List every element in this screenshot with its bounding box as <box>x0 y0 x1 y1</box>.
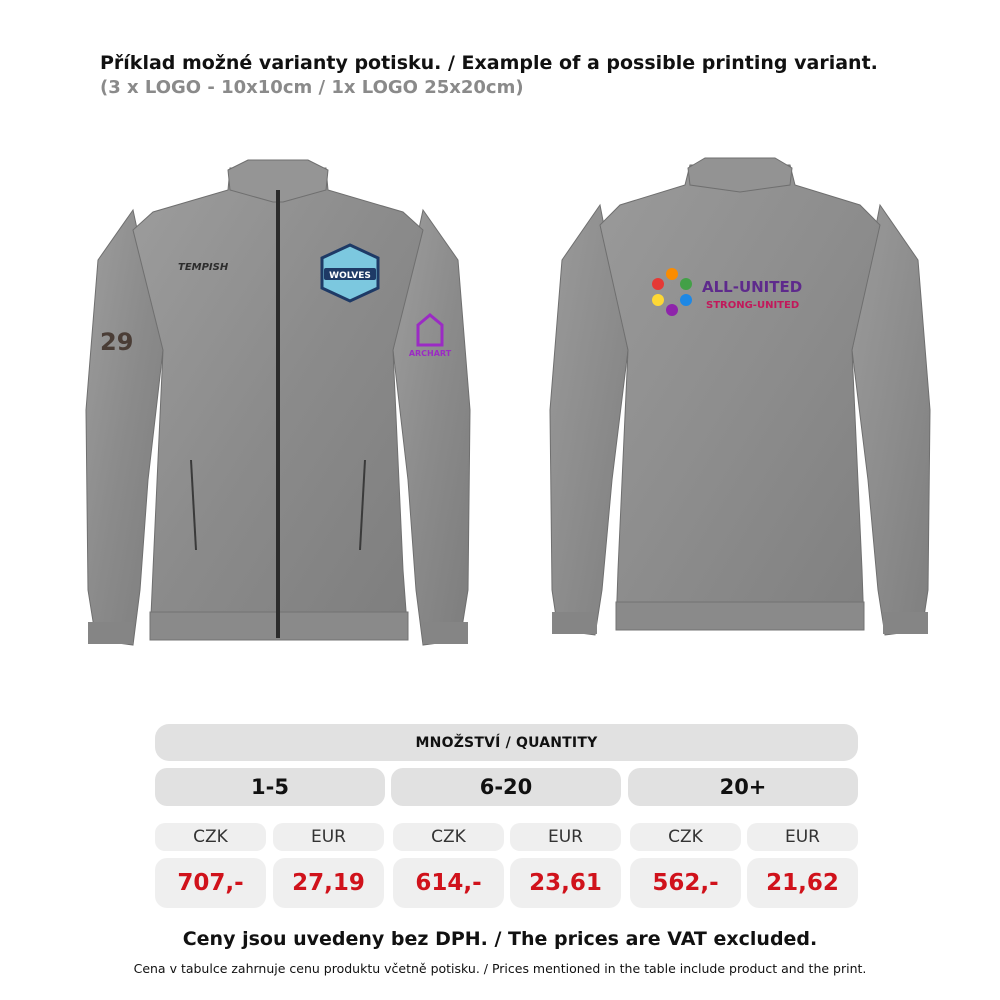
tier-1-czk-label: CZK <box>155 823 266 851</box>
tier-1-eur-label: EUR <box>273 823 384 851</box>
vat-note: Ceny jsou uvedeny bez DPH. / The prices are VAT excluded. <box>182 928 818 950</box>
all-united-line1: ALL-UNITED <box>702 278 803 296</box>
tier-range-3: 20+ <box>628 768 858 806</box>
front-jacket-image <box>78 150 478 675</box>
tier-range-2: 6-20 <box>391 768 621 806</box>
tier-1-eur-price: 27,19 <box>273 858 384 908</box>
archart-logo-text: ARCHART <box>408 349 452 358</box>
back-jacket-image <box>540 150 940 675</box>
tier-2-czk-label: CZK <box>393 823 504 851</box>
tier-3-eur-label: EUR <box>747 823 858 851</box>
tier-1-czk-price: 707,- <box>155 858 266 908</box>
wolves-logo <box>322 245 378 301</box>
brand-text: TEMPISH <box>178 262 229 273</box>
tier-3-czk-price: 562,- <box>630 858 741 908</box>
tier-2-eur-price: 23,61 <box>510 858 621 908</box>
tier-2-czk-price: 614,- <box>393 858 504 908</box>
tier-3-czk-label: CZK <box>630 823 741 851</box>
tier-3-eur-price: 21,62 <box>747 858 858 908</box>
tier-2-eur-label: EUR <box>510 823 621 851</box>
wolves-logo-text: WOLVES <box>329 271 371 281</box>
price-includes-note: Cena v tabulce zahrnuje cenu produktu včetně potisku. / Prices mentioned in the table include product and the print. <box>133 961 867 976</box>
tier-range-1: 1-5 <box>155 768 385 806</box>
page-subtitle: (3 x LOGO - 10x10cm / 1x LOGO 25x20cm) <box>100 77 524 98</box>
page-title: Příklad možné varianty potisku. / Example of a possible printing variant. <box>100 52 878 74</box>
sleeve-number: 29 <box>100 328 134 356</box>
all-united-line2: STRONG-UNITED <box>706 300 800 311</box>
header <box>100 50 980 100</box>
quantity-header: MNOŽSTVÍ / QUANTITY <box>155 724 858 761</box>
